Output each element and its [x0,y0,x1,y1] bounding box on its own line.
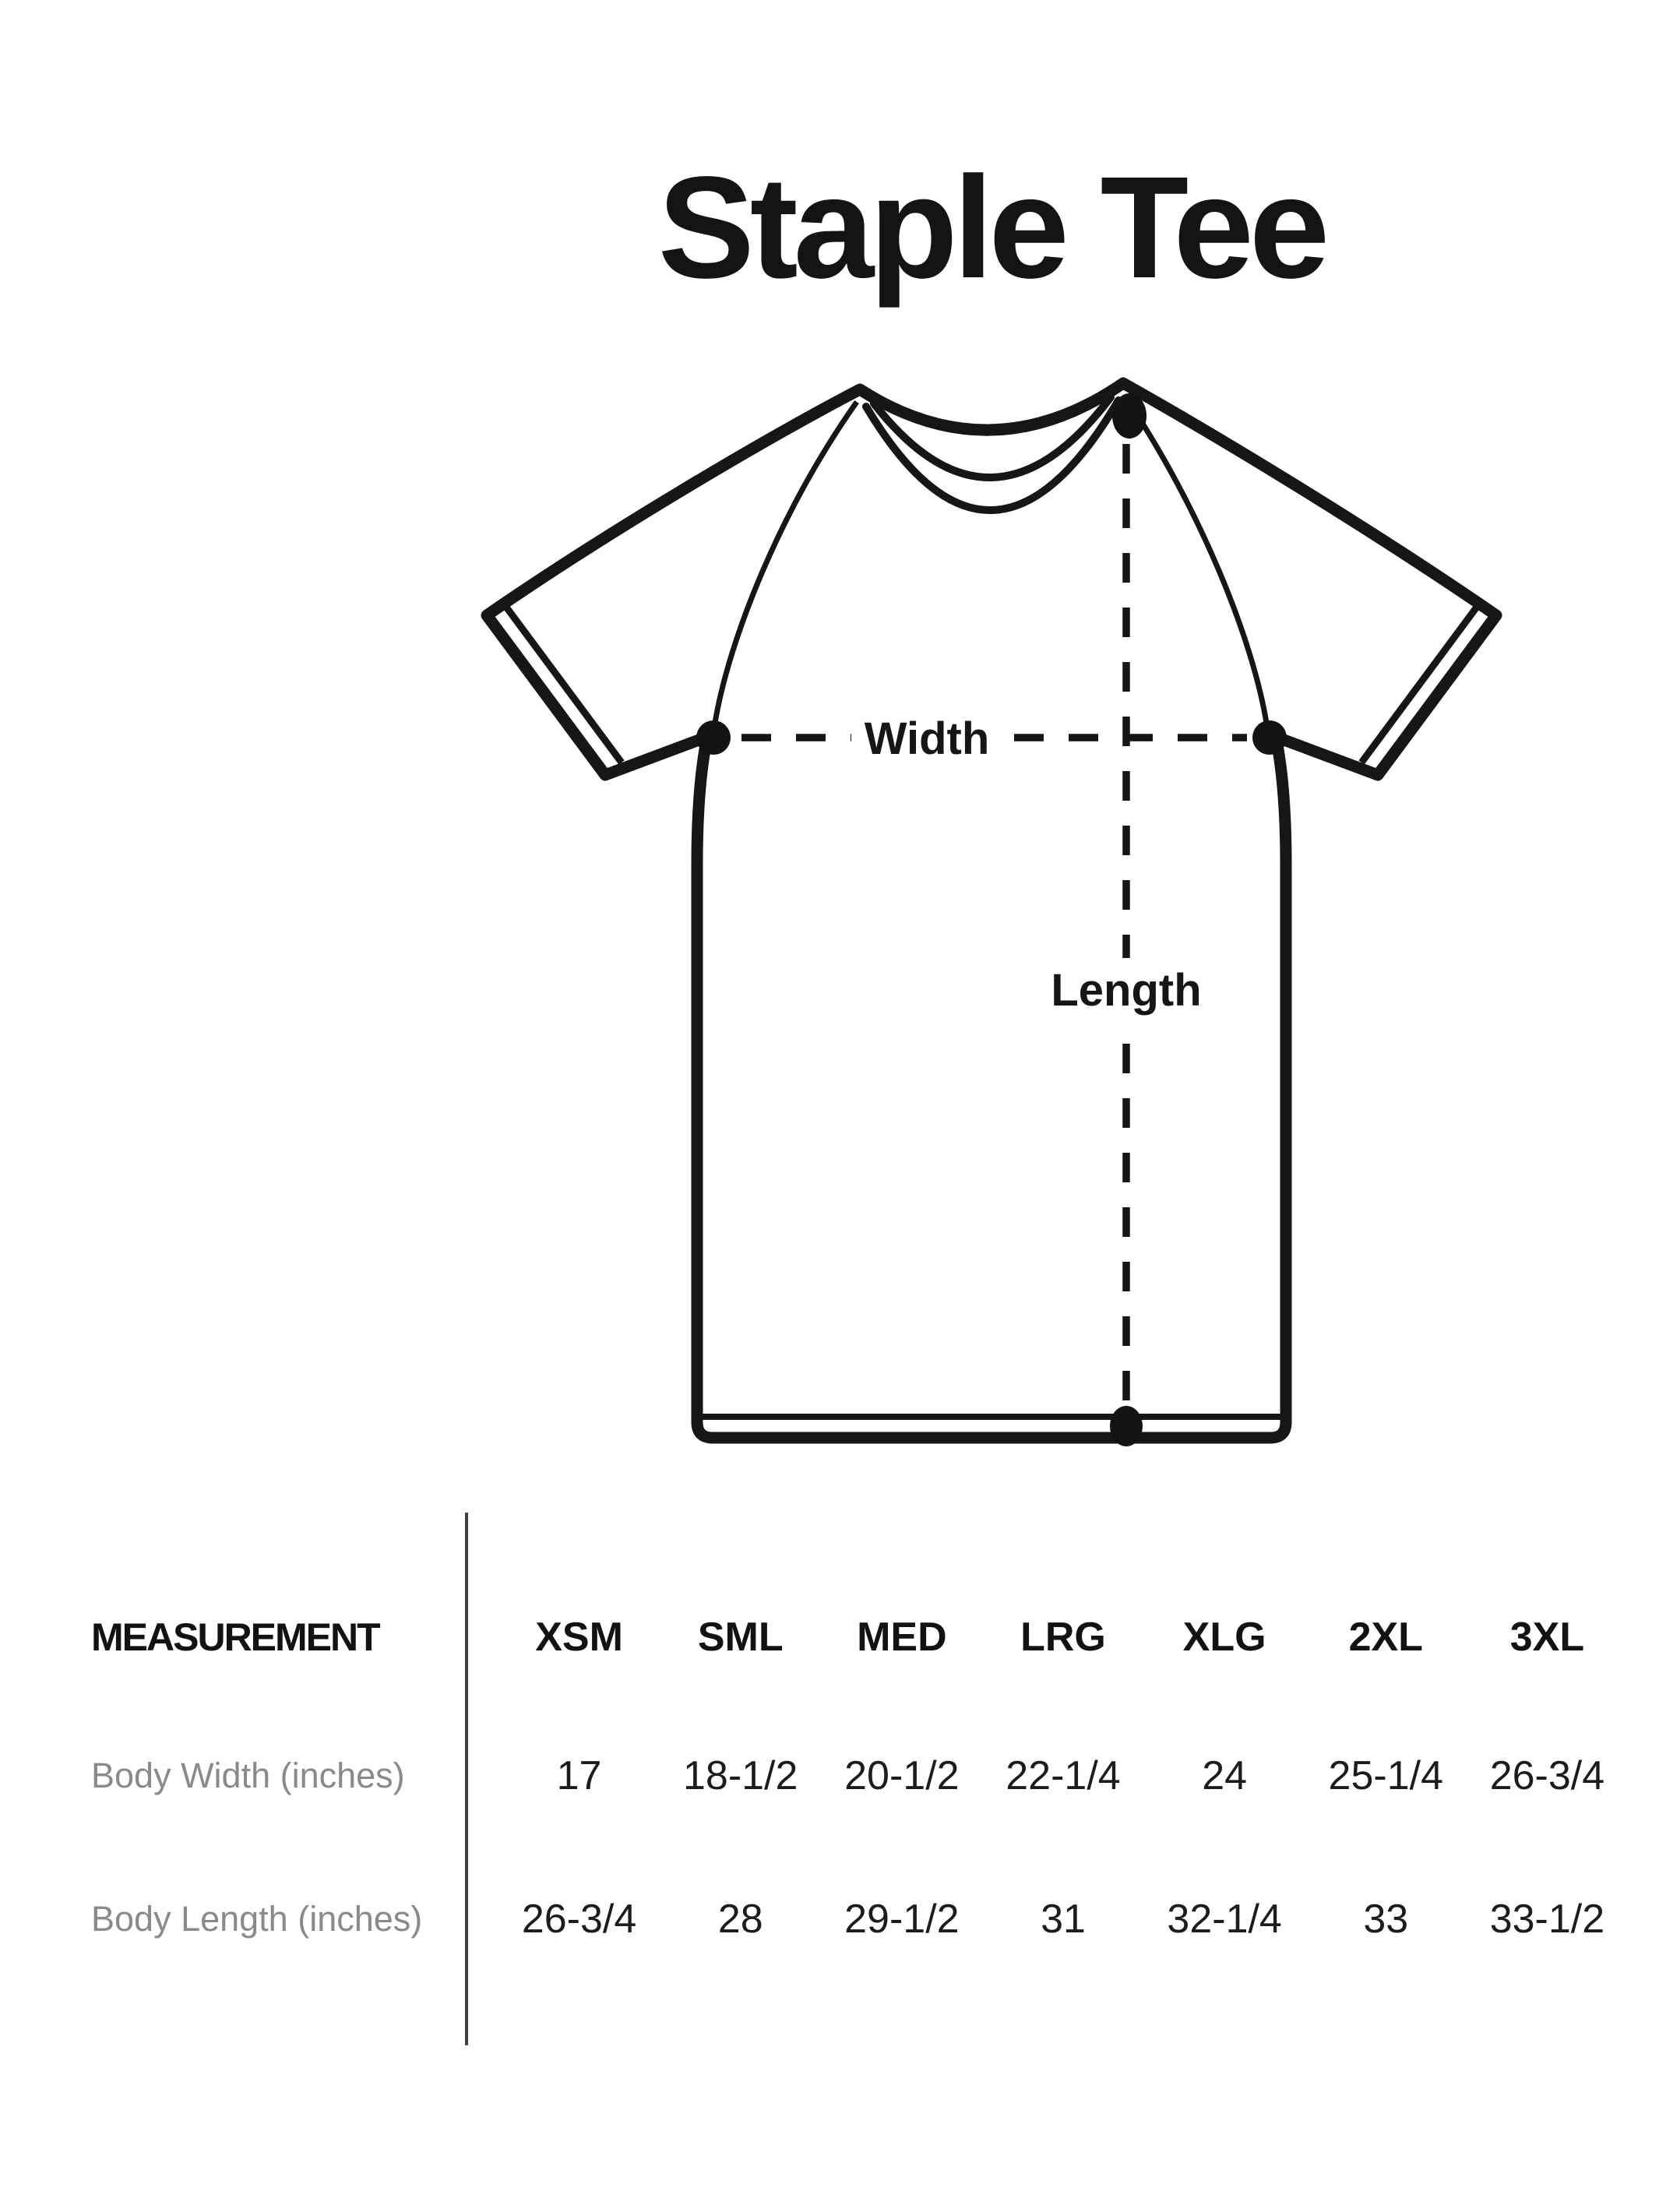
tshirt-outline [487,383,1496,1438]
body-length-value-cells [498,1897,1628,1941]
page-title: Staple Tee [657,147,1326,308]
right-armpit-dot [1252,720,1287,755]
size-header-cells [498,1615,1628,1659]
size-header-sml: SML [697,1615,784,1660]
width-label: Width [864,713,990,764]
length-label: Length [1051,965,1202,1016]
body-length-med: 29-1/2 [844,1897,960,1942]
body-width-value-cells [498,1754,1628,1798]
size-header-med: MED [857,1615,947,1660]
body-width-sml: 18-1/2 [682,1753,798,1798]
body-length-xlg: 32-1/4 [1167,1897,1282,1942]
body-width-med: 20-1/2 [844,1753,960,1798]
body-length-sml: 28 [717,1897,763,1942]
body-width-lrg: 22-1/4 [1006,1753,1121,1798]
body-width-xsm: 17 [556,1753,602,1798]
left-armpit-dot [696,720,731,755]
body-width-2xl: 25-1/4 [1328,1753,1443,1798]
body-length-row-label: Body Length (inches) [91,1899,423,1939]
body-length-xsm: 26-3/4 [521,1897,637,1942]
body-width-3xl: 26-3/4 [1489,1753,1605,1798]
hem-dot [1110,1406,1143,1446]
tshirt-diagram [436,343,1558,1495]
collar-dot [1112,393,1147,439]
body-length-lrg: 31 [1041,1897,1086,1942]
size-header-2xl: 2XL [1348,1615,1423,1660]
body-width-row-label: Body Width (inches) [91,1756,405,1795]
body-length-3xl: 33-1/2 [1489,1897,1605,1942]
table-row [0,1754,1659,1798]
body-length-2xl: 33 [1363,1897,1409,1942]
table-row [0,1897,1659,1941]
measurement-column-header: MEASUREMENT [91,1615,379,1659]
size-header-lrg: LRG [1020,1615,1106,1660]
size-header-xlg: XLG [1182,1615,1266,1660]
body-width-xlg: 24 [1202,1753,1248,1798]
size-header-3xl: 3XL [1509,1615,1585,1660]
size-header-xsm: XSM [535,1615,623,1660]
table-header-row [0,1615,1659,1659]
